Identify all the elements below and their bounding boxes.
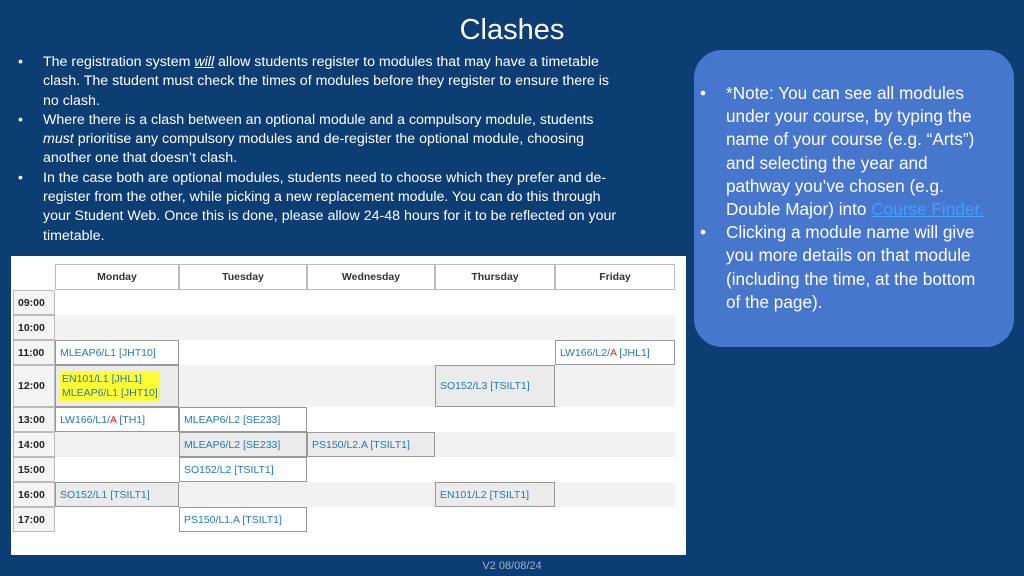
clash-highlight: EN101/L1 [JHL1] MLEAP6/L1 [JHT10]	[62, 373, 158, 399]
time-label: 11:00	[13, 340, 55, 365]
course-finder-link[interactable]: Course Finder.	[871, 199, 984, 220]
time-label: 16:00	[13, 482, 55, 507]
time-row	[13, 340, 675, 365]
time-label: 09:00	[13, 290, 55, 315]
emphasis-must: must	[43, 131, 74, 148]
bullet-dot: •	[18, 169, 23, 186]
time-label: 17:00	[13, 507, 55, 532]
module-slot[interactable]: MLEAP6/L1 [JHT10]	[55, 340, 179, 365]
note-bullet-2: • Clicking a module name will give you more details on that module (including the time, at the bottom of the page).	[700, 222, 976, 312]
time-row	[13, 315, 675, 340]
module-slot[interactable]: MLEAP6/L2 [SE233]	[179, 407, 307, 432]
bullet-dot: •	[18, 111, 23, 128]
time-label: 10:00	[13, 315, 55, 340]
version-footer: V2 08/08/24	[482, 560, 542, 572]
module-slot[interactable]: PS150/L1.A [TSILT1]	[179, 507, 307, 532]
rule-bullet-1: • The registration system will allow students register to modules that may have a timetable clash. The student must check the times of modules before they register to ensure there is no clash.	[18, 54, 609, 109]
time-label: 13:00	[13, 407, 55, 432]
clash-rules-list	[18, 53, 618, 246]
bullet-dot: •	[18, 54, 23, 70]
time-row	[13, 290, 675, 315]
module-slot[interactable]: PS150/L2.A [TSILT1]	[307, 432, 435, 457]
timetable-grid	[13, 264, 675, 532]
time-row	[13, 432, 675, 457]
bullet-dot: •	[700, 222, 707, 243]
module-slot[interactable]: LW166/L1/A [TH1]	[55, 407, 179, 432]
rule-bullet-3: • In the case both are optional modules, students need to choose which they prefer and de-register from the other, while picking a new replacement module. You can do this through your Student Web. Once this is done, please allow 24-48 hours for it to be reflected on your timetable.	[18, 169, 617, 244]
time-row	[13, 507, 675, 532]
day-header: Monday	[55, 264, 179, 290]
module-slot[interactable]: SO152/L1 [TSILT1]	[55, 482, 179, 507]
timetable-header-row	[13, 264, 675, 290]
module-slot[interactable]: MLEAP6/L2 [SE233]	[179, 432, 307, 457]
time-row	[13, 407, 675, 432]
emphasis-will: will	[194, 54, 215, 70]
time-label: 14:00	[13, 432, 55, 457]
day-header: Wednesday	[307, 264, 435, 290]
time-label: 15:00	[13, 457, 55, 482]
module-slot[interactable]: EN101/L2 [TSILT1]	[435, 482, 555, 507]
note-callout	[694, 50, 1014, 347]
time-row	[13, 365, 675, 407]
module-slot[interactable]: LW166/L2/A [JHL1]	[555, 340, 675, 365]
corner-cell	[13, 264, 55, 290]
clash-slot[interactable]	[55, 365, 179, 407]
day-header: Friday	[555, 264, 675, 290]
module-slot[interactable]: SO152/L2 [TSILT1]	[179, 457, 307, 482]
timetable-screenshot	[11, 256, 686, 555]
rule-bullet-2: • Where there is a clash between an optional module and a compulsory module, students must prioritise any compulsory modules and de-register the optional module, choosing another one that doesn’t clash.	[18, 111, 594, 167]
time-row	[13, 482, 675, 507]
slide-title: Clashes	[459, 14, 565, 46]
day-header: Thursday	[435, 264, 555, 290]
bullet-dot: •	[700, 83, 707, 103]
day-header: Tuesday	[179, 264, 307, 290]
time-row	[13, 457, 675, 482]
module-slot[interactable]: SO152/L3 [TSILT1]	[435, 365, 555, 407]
note-bullet-1: • *Note: You can see all modules under your course, by typing the name of your course (e.g. “Arts”) and selecting the year and pathway you’ve chosen (e.g. Double Major) into Course Finder.	[700, 83, 984, 220]
time-label: 12:00	[13, 365, 55, 407]
